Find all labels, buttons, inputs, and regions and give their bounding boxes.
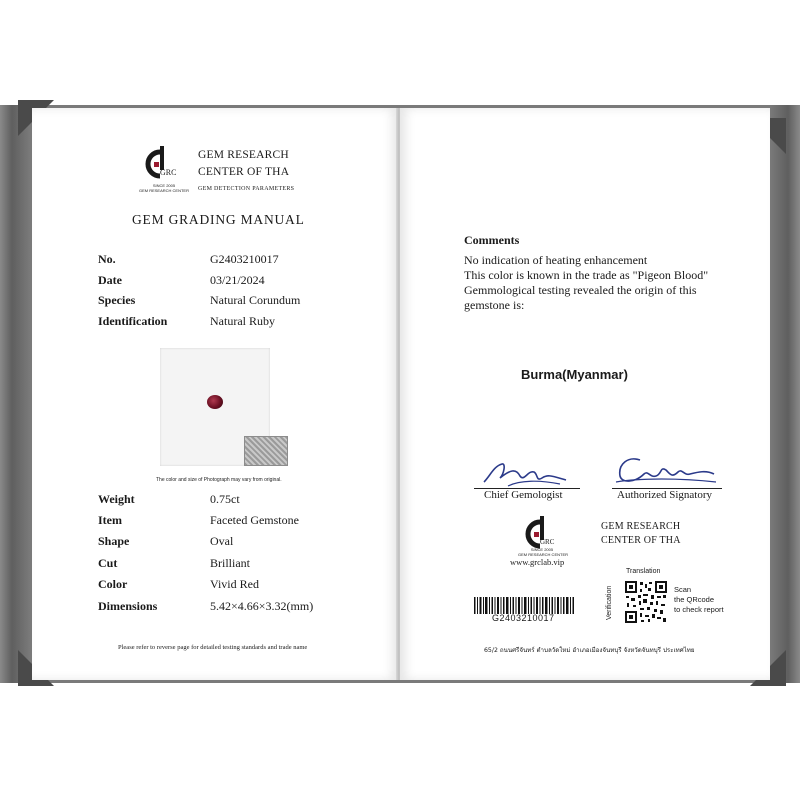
ruby-gemstone-image	[207, 395, 223, 409]
logo-center: GEM RESEARCH CENTER	[518, 552, 569, 557]
detail-value: Brilliant	[210, 556, 250, 570]
footnote: Please refer to reverse page for detailed testing standards and trade name	[118, 644, 308, 651]
qr-hint-line: Scan	[674, 585, 692, 594]
detail-label: Species	[98, 293, 136, 307]
detail-row-dimensions	[98, 599, 398, 619]
report-barcode	[474, 597, 576, 614]
detail-row-date	[98, 273, 398, 293]
qr-hint-line: the QRcode	[674, 595, 715, 604]
comments-line: Gemmological testing revealed the origin of this	[464, 283, 697, 297]
logo-mark-text: GRC	[160, 168, 177, 177]
detail-value: Natural Corundum	[210, 293, 301, 307]
qr-translation-label: Translation	[626, 568, 661, 575]
detail-row-item	[98, 513, 398, 533]
detail-row-species	[98, 293, 398, 313]
lab-name-line2: CENTER OF THA	[198, 166, 290, 178]
detail-label: Cut	[98, 556, 118, 570]
detail-row-weight	[98, 492, 398, 512]
comments-line: This color is known in the trade as "Pigeon Blood"	[464, 268, 709, 282]
qr-verification-label: Verification	[606, 585, 613, 620]
lab-address: 65/2 ถนนศรีจันทร์ ตำบลวัดใหม่ อำเภอเมืองจันทบุรี จังหวัดจันทบุรี ประเทศไทย	[484, 647, 695, 654]
qr-hint	[674, 585, 734, 615]
gemstone-photo	[160, 348, 270, 466]
detail-label: Dimensions	[98, 599, 158, 613]
authorized-signatory-signature	[610, 452, 720, 490]
detail-label: Shape	[98, 534, 130, 548]
lab-name-line1: GEM RESEARCH	[198, 149, 289, 161]
detail-label: Color	[98, 577, 128, 591]
detail-row-number	[98, 252, 398, 272]
document-title: GEM GRADING MANUAL	[132, 212, 305, 227]
authorized-signatory-label: Authorized Signatory	[617, 489, 713, 501]
hologram-sticker	[244, 436, 288, 466]
comments-title: Comments	[464, 233, 520, 247]
comments-line: No indication of heating enhancement	[464, 253, 648, 267]
detail-row-cut	[98, 556, 398, 576]
photo-caption: The color and size of Photograph may vary from original.	[156, 477, 282, 483]
detail-label: No.	[98, 252, 116, 266]
detail-value: 5.42×4.66×3.32(mm)	[210, 599, 314, 613]
detail-value: Vivid Red	[210, 577, 259, 591]
detail-row-identification	[98, 314, 398, 334]
detail-value: Faceted Gemstone	[210, 513, 299, 527]
qr-hint-line: to check report	[674, 605, 724, 614]
lab-name-line2: CENTER OF THA	[601, 535, 681, 546]
logo-since: SINCE 2005	[530, 547, 554, 552]
logo-mark-text: GRC	[540, 538, 555, 546]
detail-value: 0.75ct	[210, 492, 240, 506]
lab-subtitle: GEM DETECTION PARAMETERS	[198, 186, 295, 192]
detail-label: Identification	[98, 314, 168, 328]
detail-row-color	[98, 577, 398, 597]
detail-label: Date	[98, 273, 122, 287]
chief-gemologist-label: Chief Gemologist	[484, 489, 563, 501]
lab-name-line1: GEM RESEARCH	[601, 521, 681, 532]
detail-row-shape	[98, 534, 398, 554]
detail-value: G2403210017	[210, 252, 279, 266]
detail-value: 03/21/2024	[210, 273, 265, 287]
chief-gemologist-signature	[480, 456, 570, 490]
detail-value: Natural Ruby	[210, 314, 275, 328]
detail-value: Oval	[210, 534, 234, 548]
detail-label: Item	[98, 513, 122, 527]
comments-line: gemstone is:	[464, 298, 525, 312]
qr-code-icon[interactable]	[624, 580, 668, 624]
website: www.grclab.vip	[510, 557, 565, 567]
barcode-number: G2403210017	[492, 613, 555, 623]
origin-result: Burma(Myanmar)	[521, 367, 628, 382]
detail-label: Weight	[98, 492, 135, 506]
logo-center: GEM RESEARCH CENTER	[138, 188, 189, 193]
logo-since: SINCE 2005	[152, 183, 176, 188]
